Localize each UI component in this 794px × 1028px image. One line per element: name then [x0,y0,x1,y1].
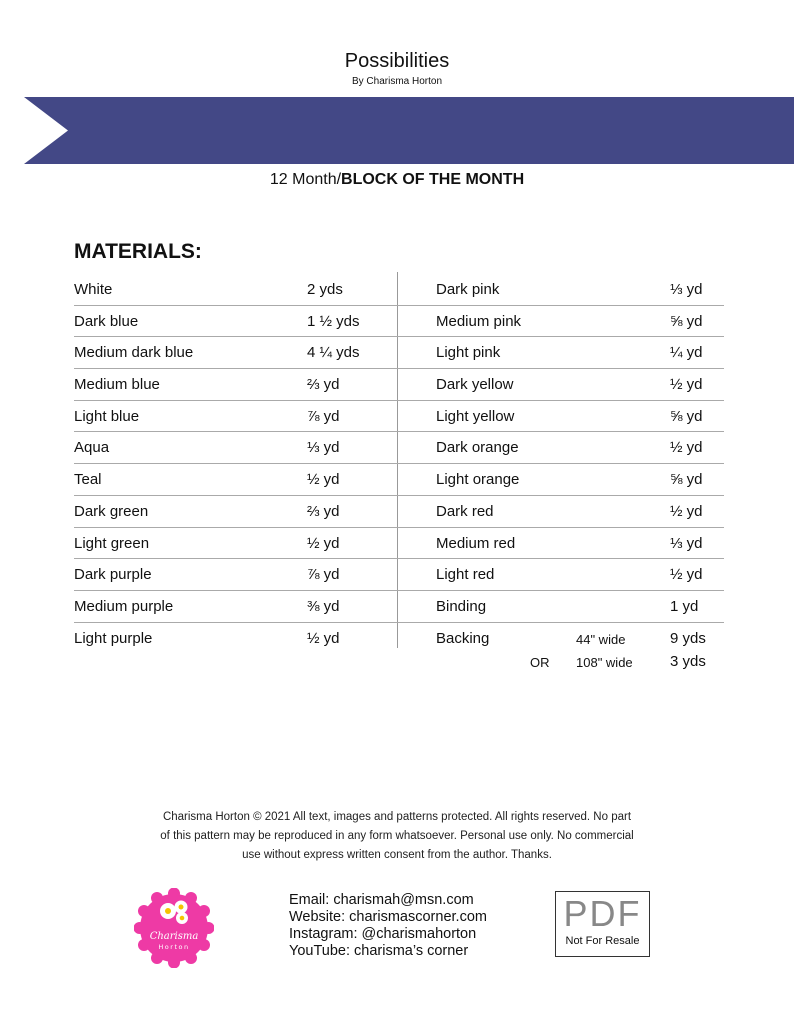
series-subheading-prefix: 12 Month/ [269,171,342,188]
material-name: Light purple [74,629,153,647]
materials-right-column [398,274,724,654]
material-row [398,337,724,369]
material-name: Light pink [436,344,501,362]
material-amount: ½ yd [307,629,340,647]
pdf-not-for-resale-badge [555,891,650,957]
pdf-badge-caption: Not For Resale [565,935,640,947]
page-title: Possibilities [344,50,450,72]
material-row [74,274,398,306]
material-amount: 2 yds [307,281,343,298]
material-name: Dark green [74,502,149,520]
material-row [74,559,398,591]
material-row [398,591,724,623]
material-name: Dark orange [436,439,519,457]
material-name: White [74,281,113,298]
material-amount: ⅝ yd [670,407,703,425]
material-name: Medium pink [436,312,522,330]
material-row [398,432,724,464]
material-name: Dark blue [74,312,139,330]
logo-badge [134,888,214,968]
material-name: Backing [436,629,490,647]
material-name: Light green [74,534,150,552]
backing-width-note: 108" wide [576,655,633,670]
material-amount: ½ yd [307,534,340,552]
materials-left-column [74,274,398,654]
material-amount: ⅝ yd [670,312,703,330]
material-name: Light yellow [436,407,515,425]
title-banner [24,97,794,164]
material-row [74,401,398,433]
material-name: Aqua [74,439,110,457]
material-row [398,401,724,433]
material-row [74,432,398,464]
materials-heading: MATERIALS: [74,240,202,263]
material-amount: ¼ yd [670,344,703,362]
material-row [74,369,398,401]
pdf-badge-title: PDF [563,893,642,934]
material-amount: ⅞ yd [307,566,340,584]
material-name: Binding [436,597,487,615]
material-amount: 3 yds [670,653,706,670]
material-amount: 1 yd [670,597,699,615]
contact-instagram: Instagram: @charismahorton [289,926,477,942]
material-row [74,528,398,560]
material-amount: 4 ¼ yds [307,344,360,362]
contact-website: Website: charismascorner.com [289,909,487,925]
material-row [74,591,398,623]
backing-width-note: 44" wide [576,631,626,647]
material-amount: ½ yd [670,566,703,584]
material-amount: ½ yd [670,439,703,457]
material-amount: ⅓ yd [307,439,340,457]
material-row [74,464,398,496]
or-label: OR [530,655,550,670]
material-name: Light blue [74,407,140,425]
material-name: Dark purple [74,566,152,584]
material-row [398,559,724,591]
copyright-notice: Charisma Horton © 2021 All text, images and patterns protected. All rights reserved. No part of this pattern may be reproduced in any form whatsoever. Personal use only. No commercial use without express written consent from the author. Thanks. [160,811,634,861]
material-row [74,306,398,338]
material-name: Light red [436,566,495,584]
series-subheading [0,171,794,189]
material-row [398,528,724,560]
material-name: Medium red [436,534,516,552]
contact-youtube: YouTube: charisma’s corner [289,943,469,959]
material-name: Medium purple [74,597,174,615]
material-row [398,496,724,528]
material-row [74,623,398,655]
material-amount: ⅜ yd [307,597,340,615]
logo-name-line1: Charisma [149,931,199,942]
material-amount: ⅓ yd [670,281,703,298]
contact-email: Email: charismah@msn.com [289,892,474,908]
material-row [74,337,398,369]
material-name: Medium blue [74,376,160,394]
material-name: Dark red [436,502,494,520]
material-amount: ½ yd [307,471,340,489]
series-subheading-bold: BLOCK OF THE MONTH [341,171,525,188]
material-name: Medium dark blue [74,344,194,362]
material-row [74,496,398,528]
material-name: Teal [74,471,102,489]
material-amount: ⅞ yd [307,407,340,425]
backing-alternative-row [398,652,724,674]
material-row [398,623,724,655]
logo-name-line2: Horton [158,943,190,951]
material-amount: ⅝ yd [670,471,703,489]
material-row [398,369,724,401]
author-byline: By Charisma Horton [351,76,443,87]
material-amount: ⅔ yd [307,502,340,520]
material-name: Dark yellow [436,376,514,394]
material-row [398,274,724,306]
material-name: Light orange [436,471,520,489]
material-amount: 9 yds [670,629,706,647]
contact-info [289,892,487,960]
material-amount: 1 ½ yds [307,312,360,330]
charisma-horton-logo [134,888,214,968]
material-row [398,306,724,338]
material-amount: ½ yd [670,376,703,394]
material-amount: ⅔ yd [307,376,340,394]
material-amount: ⅓ yd [670,534,703,552]
material-row [398,464,724,496]
material-amount: ½ yd [670,502,703,520]
material-name: Dark pink [436,281,500,298]
